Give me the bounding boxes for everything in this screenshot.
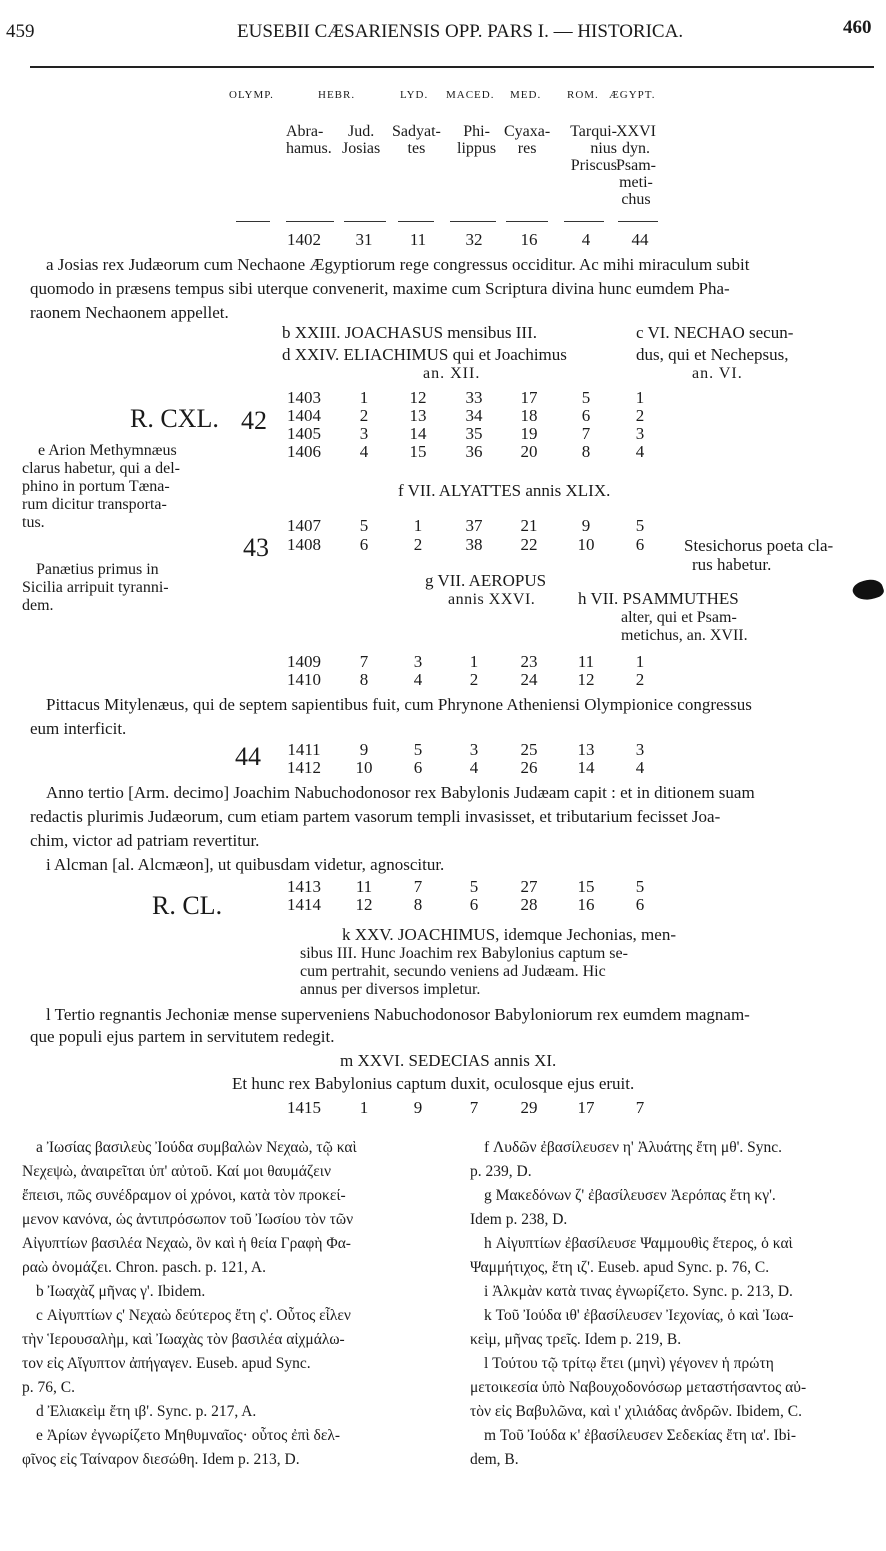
entry-l-line-2: que populi ejus partem in servitutem redegit. [30, 1027, 335, 1046]
entry-h-line-2: alter, qui et Psam- [621, 609, 737, 626]
entry-m: m XXVI. SEDECIAS annis XI. [340, 1051, 557, 1070]
entry-k-line-3: cum pertrahit, secundo veniens ad Judæam. Hic [300, 963, 606, 980]
footnote-left-line: p. 76, C. [22, 1379, 75, 1396]
col-aegypt: ÆGYPT. [609, 89, 656, 101]
entry-c-line-3: an. VI. [692, 365, 743, 382]
running-title: EUSEBII CÆSARIENSIS OPP. PARS I. — HISTORICA. [237, 21, 684, 42]
entry-d-line-1: d XXIV. ELIACHIMUS qui et Joachimus [282, 345, 567, 364]
footnote-left-line: b Ἰωαχὰζ μῆνας γ'. Ibidem. [36, 1283, 206, 1300]
column-rule [450, 221, 496, 222]
footnote-left-line: c Αἰγυπτίων ς' Νεχαὼ δεύτερος ἔτη ς'. Οὗτος εἷλεν [36, 1307, 351, 1324]
entry-panaetius-line-3: dem. [22, 597, 54, 614]
footnote-right-line: f Λυδῶν ἐβασίλευσεν η' Ἀλυάτης ἔτη μθ'. Sync. [484, 1139, 783, 1156]
footnote-right-line: i Ἀλκμὰν κατὰ τινας ἐγνωρίζετο. Sync. p. 213, D. [484, 1283, 793, 1300]
footnote-right-line: κεὶμ, μῆνας τρεῖς. Idem p. 219, B. [470, 1331, 682, 1348]
entry-panaetius-line-2: Sicilia arripuit tyranni- [22, 579, 169, 596]
entry-anno-line-2: redactis plurimis Judæorum, cum etiam partem vasorum templi invasisset, et tributarium fecisset Joa- [30, 807, 721, 826]
king-abraham: Abra- hamus. [286, 123, 332, 157]
entry-a-line-2: quomodo in præsens tempus sibi uterque convenerit, maxime cum Scriptura divina hunc eumdem Pha- [30, 279, 730, 298]
footnote-left-line: d Ἐλιακεὶμ ἔτη ιβ'. Sync. p. 217, A. [36, 1403, 257, 1420]
entry-anno-line-1: Anno tertio [Arm. decimo] Joachim Nabuchodonosor rex Babylonis Judæam capit : et in ditionem suam [46, 783, 755, 802]
footnote-left-line: ραὼ ὀνομάζει. Chron. pasch. p. 121, A. [22, 1259, 266, 1276]
entry-l-line-1: l Tertio regnantis Jechoniæ mense superveniens Nabuchodonosor Babyloniorum rex eumdem magnam- [46, 1005, 750, 1024]
entry-pittacus-line-1: Pittacus Mitylenæus, qui de septem sapientibus fuit, cum Phrynone Atheniensi Olympionice congressus [46, 695, 752, 714]
col-lyd: LYD. [400, 89, 429, 101]
ink-blot [851, 576, 886, 604]
col-hebr: HEBR. [318, 89, 356, 101]
entry-e-line-5: tus. [22, 514, 45, 531]
entry-stesichorus-line-2: rus habetur. [692, 555, 772, 574]
entry-e-line-4: rum dicitur transporta- [22, 496, 167, 513]
king-philippus: Phi- lippus [457, 123, 497, 157]
footnote-right-line: Idem p. 238, D. [470, 1211, 568, 1228]
footnote-right-line: Ψαμμήτιχος, ἔτη ιζ'. Euseb. apud Sync. p. 76, C. [470, 1259, 770, 1276]
footnote-right-line: l Τούτου τῷ τρίτῳ ἔτει (μηνὶ) γέγονεν ἡ πρώτη [484, 1355, 774, 1372]
entry-anno-line-3: chim, victor ad patriam revertitur. [30, 831, 260, 850]
entry-k-line-1: k XXV. JOACHIMUS, idemque Jechonias, men- [342, 925, 676, 944]
col-maced: MACED. [446, 89, 495, 101]
footnote-left-line: a Ἰωσίας βασιλεὺς Ἰούδα συμβαλὼν Νεχαὼ, τῷ καὶ [36, 1139, 357, 1156]
header-rule [30, 66, 874, 68]
entry-i: i Alcman [al. Alcmæon], ut quibusdam videtur, agnoscitur. [46, 855, 445, 874]
entry-c-line-1: c VI. NECHAO secun- [636, 323, 794, 342]
footnote-left-line: φῖνος εἰς Ταίναρον διεσώθη. Idem p. 213, D. [22, 1451, 300, 1468]
king-psammetichus: XXVI dyn. Psam- meti- chus [616, 123, 656, 208]
footnote-left-line: e Ἀρίων ἐγνωρίζετο Μηθυμναῖος· οὗτος ἐπὶ δελ- [36, 1427, 340, 1444]
footnote-right-line: dem, B. [470, 1451, 519, 1468]
entry-panaetius-line-1: Panætius primus in [36, 561, 159, 578]
entry-a-line-3: raonem Nechaonem appellet. [30, 303, 229, 322]
footnote-right-line: k Τοῦ Ἰούδα ιθ' ἐβασίλευσεν Ἰεχονίας, ὁ καὶ Ἰωα- [484, 1307, 794, 1324]
entry-k-line-2: sibus III. Hunc Joachim rex Babylonius captum se- [300, 945, 628, 962]
entry-a-line-1: a Josias rex Judæorum cum Nechaone Ægyptiorum rege congressus occiditur. Ac mihi miraculum subit [46, 255, 750, 274]
entry-g-line-2: annis XXVI. [448, 591, 536, 608]
footnote-right-line: g Μακεδόνων ζ' ἐβασίλευσεν Ἀερόπας ἔτη κγ'. [484, 1187, 776, 1204]
page-number-left: 459 [6, 21, 35, 42]
footnote-left-line: Νεχεψὼ, ἀναιρεῖται ὑπ' αὐτοῦ. Καί μοι θαυμάζειν [22, 1163, 331, 1180]
entry-g-line-1: g VII. AEROPUS [425, 571, 547, 590]
page-number-right: 460 [843, 17, 872, 38]
king-tarquinius: Tarqui- nius Priscus [570, 123, 617, 174]
column-rule [618, 221, 658, 222]
entry-b: b XXIII. JOACHASUS mensibus III. [282, 323, 537, 342]
column-rule [398, 221, 434, 222]
entry-e-line-2: clarus habetur, qui a del- [22, 460, 180, 477]
entry-f: f VII. ALYATTES annis XLIX. [398, 481, 611, 500]
entry-stesichorus-line-1: Stesichorus poeta cla- [684, 536, 834, 555]
king-josias: Jud. Josias [342, 123, 381, 157]
king-sadyattes: Sadyat- tes [392, 123, 441, 157]
entry-h-line-1: h VII. PSAMMUTHES [578, 589, 739, 608]
footnote-right-line: μετοικεσία ὑπὸ Ναβουχοδονόσωρ μεταστήσαντος αὐ- [470, 1379, 807, 1396]
entry-et: Et hunc rex Babylonius captum duxit, oculosque ejus eruit. [232, 1074, 635, 1093]
footnote-left-line: τον εἰς Αἴγυπτον ἀπήγαγεν. Euseb. apud Sync. [22, 1355, 311, 1372]
footnote-left-line: τὴν Ἱερουσαλὴμ, καὶ Ἰωαχὰς τὸν βασιλέα αἰχμάλω- [22, 1331, 345, 1348]
footnote-right-line: h Αἰγυπτίων ἐβασίλευσε Ψαμμουθὶς ἕτερος, ὁ καὶ [484, 1235, 793, 1252]
column-rule [344, 221, 386, 222]
entry-d-line-2: an. XII. [423, 365, 481, 382]
olympiad-42: 42 [241, 406, 267, 435]
column-rule [286, 221, 334, 222]
king-cyaxares: Cyaxa- res [504, 123, 551, 157]
olympiad-r140: R. CXL. [130, 404, 219, 433]
footnote-left-line: ἔπεισι, πῶς συνέδραμον οἱ χρόνοι, κατὰ τὸν προκεί- [22, 1187, 346, 1204]
col-med: MED. [510, 89, 542, 101]
col-olymp: OLYMP. [229, 89, 274, 101]
footnote-right-line: m Τοῦ Ἰούδα κ' ἐβασίλευσεν Σεδεκίας ἔτη ια'. Ibi- [484, 1427, 796, 1444]
entry-c-line-2: dus, qui et Nechepsus, [636, 345, 789, 364]
olympiad-r150: R. CL. [152, 891, 223, 920]
entry-k-line-4: annus per diversos impletur. [300, 981, 481, 998]
olympiad-44: 44 [235, 742, 261, 771]
footnote-left-line: Αἰγυπτίων βασιλέα Νεχαὼ, ὃν καὶ ἡ θεία Γραφὴ Φα- [22, 1235, 351, 1252]
entry-e-line-1: e Arion Methymnæus [38, 442, 177, 459]
olympiad-43: 43 [243, 533, 269, 562]
footnote-right-line: p. 239, D. [470, 1163, 532, 1180]
column-rule [506, 221, 548, 222]
entry-h-line-3: metichus, an. XVII. [621, 627, 748, 644]
col-rom: ROM. [567, 89, 599, 101]
entry-e-line-3: phino in portum Tæna- [22, 478, 170, 495]
column-rule [564, 221, 604, 222]
column-rule [236, 221, 270, 222]
footnote-left-line: μενον κανόνα, ὡς ἀντιπρόσωπον τοῦ Ἰωσίου τὸν τῶν [22, 1211, 354, 1228]
footnote-right-line: τὸν εἰς Βαβυλῶνα, καὶ ι' χιλιάδας ἀνδρῶν. Ibidem, C. [470, 1403, 802, 1420]
entry-pittacus-line-2: eum interficit. [30, 719, 127, 738]
